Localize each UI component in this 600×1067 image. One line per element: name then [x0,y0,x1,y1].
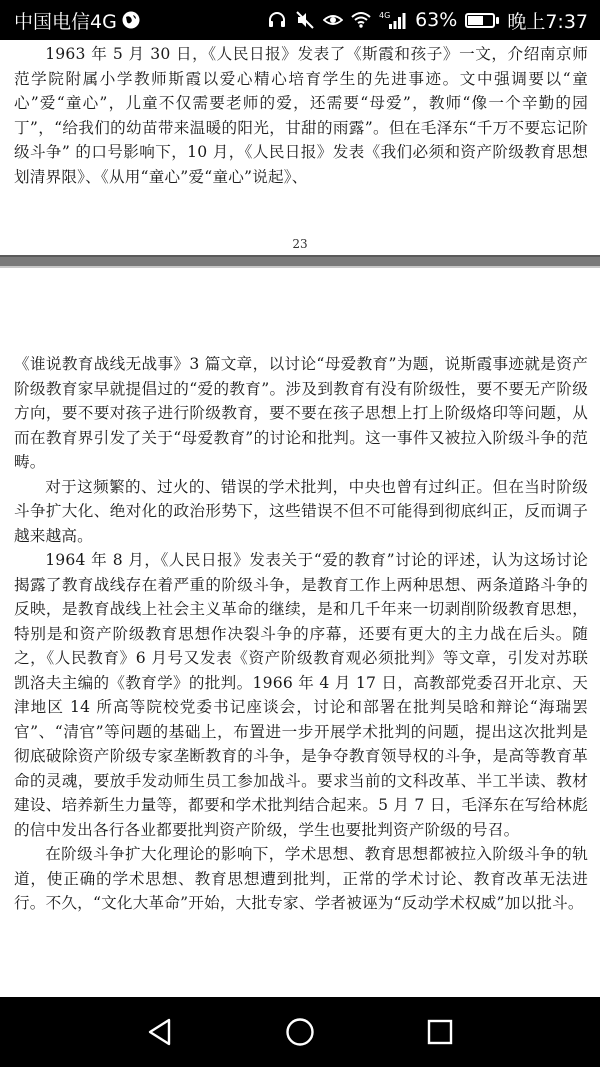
document-page-bottom [0,268,600,997]
recents-icon [427,1019,453,1045]
home-icon [285,1017,315,1047]
headphones-icon [267,10,287,30]
eye-comfort-icon [323,10,343,30]
battery-icon [465,13,499,28]
page-number: 23 [292,237,308,251]
battery-fill [468,16,483,25]
document-page-top [0,40,600,255]
paragraph: 对于这频繁的、过火的、错误的学术批判，中央也曾有过纠正。但在当时阶级斗争扩大化、绝对化的政治形势下，这些错误不但不可能得到彻底纠正，反而调子越来越高。 [14,477,588,545]
status-right [267,7,588,34]
back-button[interactable] [140,1012,180,1052]
signal-4g-icon [379,10,407,30]
home-button[interactable] [280,1012,320,1052]
wifi-icon [351,10,371,30]
carrier-label: 中国电信4G [14,10,117,33]
status-left [14,7,141,34]
recents-button[interactable] [420,1012,460,1052]
network-type-label: 4G [379,11,391,20]
paragraph: 1963 年 5 月 30 日，《人民日报》发表了《斯霞和孩子》一文，介绍南京师范学院附属小学教师斯霞以爱心精心培育学生的先进事迹。文中强调要以“童心”爱“童心”，儿童不仅需要老师的爱，还需要“母爱”，教师“像一个辛勤的园丁”，“给我们的幼苗带来温暖的阳光，甘甜的雨露”。但在毛泽东“千万不要忘记阶级斗争” 的口号影响下，10 月，《人民日报》发表《我们必须和资产阶级教育思想划清界限》、《从用“童心”爱“童心”说起》、 [14,45,588,186]
page-divider [0,255,600,268]
navigation-bar [0,997,600,1067]
status-bar [0,0,600,40]
vpn-globe-icon [121,10,141,30]
mute-icon [295,10,315,30]
paragraph: 1964 年 8 月，《人民日报》发表关于“爱的教育”讨论的评述，认为这场讨论揭露了教育战线存在着严重的阶级斗争，是教育工作上两种思想、两条道路斗争的反映，是教育战线上社会主义革命的继续，是和几千年来一切剥削阶级教育思想，特别是和资产阶级教育思想作决裂斗争的序幕，还要有更大的主力战在后头。随之，《人民教育》6 月号又发表《资产阶级教育观必须批判》等文章，引发对苏联凯洛夫主编的《教育学》的批判。1966 年 4 月 17 日，高教部党委召开北京、天津地区 14 所高等院校党委书记座谈会，讨论和部署在批判吴晗和辩论“海瑞罢官”、“清官”等问题的基础上，布置进一步开展学术批判的问题，提出这次批判是彻底破除资产阶级专家垄断教育的斗争，是争夺教育领导权的斗争，是高等教育革命的灵魂，要放手发动师生员工参加战斗。要求当前的文科改革、半工半读、教材建设、培养新生力量等，都要和学术批判结合起来。5 月 7 日，毛泽东在写给林彪的信中发出各行各业都要批判资产阶级，学生也要批判资产阶级的号召。 [14,551,588,839]
clock: 晚上7:37 [507,10,588,33]
battery-percent: 63% [415,9,458,31]
back-icon [147,1018,173,1046]
paragraph: 《谁说教育战线无战事》3 篇文章，以讨论“母爱教育”为题，说斯霞事迹就是资产阶级教育家早就提倡过的“爱的教育”。涉及到教育有没有阶级性，要不要无产阶级方向，要不要对孩子进行阶级教育，要不要在孩子思想上打上阶级烙印等问题，从而在教育界引发了关于“母爱教育”的讨论和批判。这一事件又被拉入阶级斗争的范畴。 [14,355,588,471]
paragraph: 在阶级斗争扩大化理论的影响下，学术思想、教育思想都被拉入阶级斗争的轨道，使正确的学术思想、教育思想遭到批判，正常的学术讨论、教育改革无法进行。不久，“文化大革命”开始，大批专家、学者被诬为“反动学术权威”加以批斗。 [14,845,588,912]
